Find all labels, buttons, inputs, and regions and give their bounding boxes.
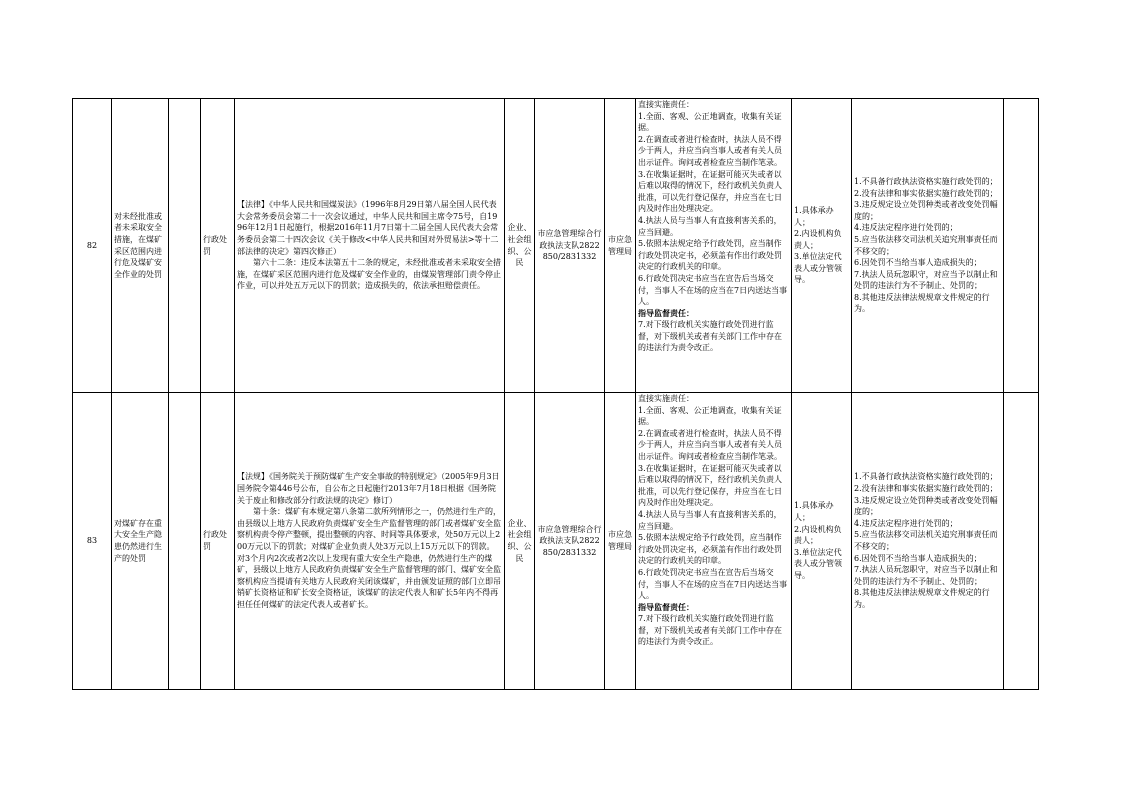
duty-content: [636, 99, 792, 393]
target-object: 企业、社会组织、公民: [505, 393, 535, 690]
accountability-situations: [852, 393, 1004, 690]
duty-line: 7.对下级行政机关实施行政处罚进行监督，对下级机关或者有关部门工作中存在的违法行为责令改正。: [638, 320, 782, 353]
empty-cell: [169, 99, 201, 393]
legal-basis-title: 【法规】《国务院关于预防煤矿生产安全事故的特别规定》（2005年9月3日国务院令第446号公布，自公布之日起施行2013年7月18日根据《国务院关于废止和修改部分行政法规的决定》修订）: [237, 472, 500, 505]
situation-item: 4.违反法定程序进行处罚的；: [854, 223, 958, 233]
responsible-subjects: [792, 99, 852, 393]
implementing-unit: 市应急管理综合行政执法支队2822850/2831332: [535, 393, 605, 690]
situation-item: 2.没有法律和事实依据实施行政处罚的；: [854, 484, 998, 494]
target-object: 企业、社会组织、公民: [505, 99, 535, 393]
subject-item: 1.具体承办人；: [794, 501, 834, 523]
situation-item: 2.没有法律和事实依据实施行政处罚的；: [854, 188, 998, 198]
note-cell: [1004, 99, 1039, 393]
responsible-dept: 市应急管理局: [605, 393, 636, 690]
item-name: 对未经批准或者未采取安全措施，在煤矿采区范围内进行危及煤矿安全作业的处罚: [112, 99, 169, 393]
duty-line: 3.在收集证据时，在证据可能灭失或者以后难以取得的情况下，经行政机关负责人批准，可以先行登记保存，并应当在七日内及时作出处理决定。: [638, 463, 782, 508]
duty-content: [636, 393, 792, 690]
empty-cell: [169, 393, 201, 690]
situation-item: 5.应当依法移交司法机关追究刑事责任而不移交的；: [854, 234, 998, 256]
situation-item: 8.其他违反法律法规规章文件规定的行为。: [854, 588, 990, 609]
item-type: 行政处罚: [201, 393, 235, 690]
accountability-situations: [852, 99, 1004, 393]
row-number: 82: [73, 99, 112, 393]
responsible-subjects: [792, 393, 852, 690]
duty-line: 5.依照本法规定给予行政处罚，应当制作行政处罚决定书，必须盖有作出行政处罚决定的行政机关的印章。: [638, 239, 782, 272]
table-row: [73, 99, 1039, 393]
situation-item: 6.因处罚不当给当事人造成损失的；: [854, 258, 982, 268]
subject-item: 1.具体承办人；: [794, 205, 834, 227]
legal-basis: [235, 393, 505, 690]
legal-basis-article: 第六十二条：违反本法第五十二条的规定，未经批准或者未采取安全措施，在煤矿采区范围内进行危及煤矿安全作业的，由煤炭管理部门责令停止作业，可以并处五万元以下的罚款；造成损失的，依法承担赔偿责任。: [237, 258, 501, 291]
duty-line: 直接实施责任：: [638, 100, 694, 109]
subject-item: 2.内设机构负责人；: [794, 524, 842, 546]
implementing-unit: 市应急管理综合行政执法支队2822850/2831332: [535, 99, 605, 393]
situation-item: 6.因处罚不当给当事人造成损失的；: [854, 553, 982, 563]
situation-item: 1.不具备行政执法资格实施行政处罚的；: [854, 472, 998, 482]
subject-item: 3.单位法定代表人或分管领导。: [794, 252, 842, 285]
duty-line: 2.在调查或者进行检查时，执法人员不得少于两人，并应当向当事人或者有关人员出示证件。询问或者检查应当制作笔录。: [638, 428, 782, 461]
note-cell: [1004, 393, 1039, 690]
duty-line: 6.行政处罚决定书应当在宣告后当场交付，当事人不在场的应当在7日内送达当事人。: [638, 567, 788, 601]
duty-heading: 指导监督责任：: [638, 307, 694, 318]
legal-basis-article: 第十条：煤矿有本规定第八条第二款所列情形之一，仍然进行生产的，由县级以上地方人民政府负责煤矿安全生产监督管理的部门或者煤矿安全监察机构责令停产整顿，提出整顿的内容、时间等具体要求，处50万元以上200万元以下的罚款；对煤矿企业负责人处3万元以上15万元以下的罚款。对3个月内2次或者2次以上发现有重大安全生产隐患，仍然进行生产的煤矿，县级以上地方人民政府负责煤矿安全生产监督管理的部门、煤矿安全监察机构应当提请有关地方人民政府关闭该煤矿，并由颁发证照的部门立即吊销矿长资格证和矿长安全资格证，该煤矿的法定代表人和矿长5年内不得再担任任何煤矿的法定代表人或者矿长。: [237, 507, 501, 609]
table-row: [73, 393, 1039, 690]
situation-item: 7.执法人员玩忽职守，对应当予以制止和处罚的违法行为不予制止、处罚的；: [854, 565, 998, 586]
duty-line: 1.全面、客观、公正地调查，收集有关证据。: [638, 111, 782, 133]
duty-line: 7.对下级行政机关实施行政处罚进行监督，对下级机关或者有关部门工作中存在的违法行为责令改正。: [638, 614, 782, 647]
subject-item: 2.内设机构负责人；: [794, 229, 842, 250]
duty-line: 5.依照本法规定给予行政处罚，应当制作行政处罚决定书，必须盖有作出行政处罚决定的行政机关的印章。: [638, 533, 782, 566]
duty-line: 1.全面、客观、公正地调查，收集有关证据。: [638, 405, 782, 427]
situation-item: 3.违反规定设立处罚种类或者改变处罚幅度的；: [854, 200, 998, 221]
duty-line: 直接实施责任：: [638, 394, 694, 403]
legal-basis: [235, 99, 505, 393]
power-list-table: [72, 98, 1039, 690]
item-type: 行政处罚: [201, 99, 235, 393]
duty-line: 6.行政处罚决定书应当在宣告后当场交付，当事人不在场的应当在7日内送达当事人。: [638, 273, 788, 307]
responsible-dept: 市应急管理局: [605, 99, 636, 393]
item-name: 对煤矿存在重大安全生产隐患仍然进行生产的处罚: [112, 393, 169, 690]
duty-line: 4.执法人员与当事人有直接利害关系的，应当回避。: [638, 509, 782, 531]
row-number: 83: [73, 393, 112, 690]
legal-basis-title: 【法律】《中华人民共和国煤炭法》（1996年8月29日第八届全国人民代表大会常务委员会第二十一次会议通过，中华人民共和国主席令75号，自1996年12月1日起施行，根据2016年11月7日第十二届全国人民代表大会常务委员会第二十四次会议《关于修改<中华人民共和国对外贸易法>等十二部法律的决定》第四次修正）: [237, 200, 499, 256]
situation-item: 3.违反规定设立处罚种类或者改变处罚幅度的；: [854, 495, 998, 517]
situation-item: 5.应当依法移交司法机关追究刑事责任而不移交的；: [854, 530, 998, 551]
situation-item: 4.违反法定程序进行处罚的；: [854, 518, 958, 528]
situation-item: 7.执法人员玩忽职守，对应当予以制止和处罚的违法行为不予制止、处罚的；: [854, 269, 998, 291]
situation-item: 8.其他违反法律法规规章文件规定的行为。: [854, 292, 990, 314]
duty-line: 2.在调查或者进行检查时，执法人员不得少于两人，并应当向当事人或者有关人员出示证件。询问或者检查应当制作笔录。: [638, 134, 782, 167]
duty-heading: 指导监督责任：: [638, 601, 694, 612]
situation-item: 1.不具备行政执法资格实施行政处罚的；: [854, 176, 998, 186]
duty-line: 3.在收集证据时，在证据可能灭失或者以后难以取得的情况下，经行政机关负责人批准，可以先行登记保存，并应当在七日内及时作出处理决定。: [638, 169, 782, 214]
subject-item: 3.单位法定代表人或分管领导。: [794, 547, 842, 580]
duty-line: 4.执法人员与当事人有直接利害关系的，应当回避。: [638, 215, 782, 237]
